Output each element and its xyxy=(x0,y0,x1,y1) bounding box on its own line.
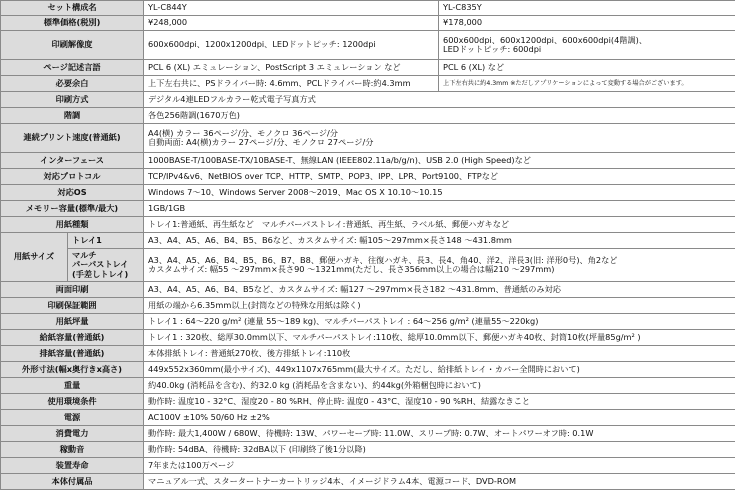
row-label: 対応プロトコル xyxy=(1,169,144,185)
row-label: メモリー容量(標準/最大) xyxy=(1,201,144,217)
table-row xyxy=(1,108,735,124)
row-value: 動作時: 最大1,400W / 680W、待機時: 13W、パワーセーブ時: 11.0W、スリープ時: 0.7W、オートパワーオフ時: 0.1W xyxy=(144,426,735,442)
table-row xyxy=(1,330,735,346)
row-label: 両面印刷 xyxy=(1,282,144,298)
cell-line: 600x600dpi、600x1200dpi、600x600dpi(4階調)、 xyxy=(443,36,731,45)
table-row xyxy=(1,153,735,169)
row-label: 重量 xyxy=(1,378,144,394)
row-label: 排紙容量(普通紙) xyxy=(1,346,144,362)
row-value: トレイ1 : 320枚、総厚30.0mm以下、マルチパーパストレイ:110枚、総厚10.0mm以下、郵便ハガキ40枚、封筒10枚(坪量85g/m² ) xyxy=(144,330,735,346)
row-value: トレイ1 : 64〜220 g/m² (連量 55〜189 kg)、マルチパーパストレイ : 64〜256 g/m² (連量55〜220kg) xyxy=(144,314,735,330)
row-value: 449x552x360mm(最小サイズ)、449x1107x765mm(最大サイズ。ただし、給排紙トレイ・カバー全開時において) xyxy=(144,362,735,378)
tray1-label: トレイ1 xyxy=(68,233,144,249)
model-a-resolution: 600x600dpi、1200x1200dpi、LEDドットピッチ: 1200dpi xyxy=(144,31,439,60)
model-b-price: ¥178,000 xyxy=(439,16,735,31)
table-row xyxy=(1,124,735,153)
model-b-name: YL-C835Y xyxy=(439,1,735,16)
table-row xyxy=(1,346,735,362)
row-label: 本体付属品 xyxy=(1,474,144,490)
row-value: 本体排紙トレイ: 普通紙270枚、後方排紙トレイ:110枚 xyxy=(144,346,735,362)
model-b-pdl: PCL 6 (XL) など xyxy=(439,60,735,76)
row-label: セット構成名 xyxy=(1,1,144,16)
cell-line: カスタムサイズ: 幅55 〜297mm×長さ90 〜1321mm(ただし、長さ356mm以上の場合は幅210 〜297mm) xyxy=(148,265,731,274)
row-value: トレイ1:普通紙、再生紙など マルチパーパストレイ:普通紙、再生紙、ラベル紙、郵便ハガキなど xyxy=(144,217,735,233)
row-value: 動作時: 温度10 - 32°C、湿度20 - 80 %RH、停止時: 温度0 - 43°C、湿度10 - 90 %RH、結露なきこと xyxy=(144,394,735,410)
table-row xyxy=(1,60,735,76)
row-label: 階調 xyxy=(1,108,144,124)
cell-line: A4(横) カラー 36ページ/分、モノクロ 36ページ/分 xyxy=(148,129,731,138)
row-label: 使用環境条件 xyxy=(1,394,144,410)
row-label: 用紙坪量 xyxy=(1,314,144,330)
multi-tray-label xyxy=(68,249,144,282)
row-label: 標準価格(税別) xyxy=(1,16,144,31)
table-row xyxy=(1,474,735,490)
row-label: 印刷方式 xyxy=(1,92,144,108)
model-b-resolution xyxy=(439,31,735,60)
cell-line: (手差しトレイ) xyxy=(72,270,139,279)
row-value: 1GB/1GB xyxy=(144,201,735,217)
table-row xyxy=(1,1,735,16)
tray1-value: A3、A4、A5、A6、B4、B5、B6など、カスタムサイズ: 幅105〜297mm×長さ148 〜431.8mm xyxy=(144,233,735,249)
row-label: 用紙種類 xyxy=(1,217,144,233)
table-row xyxy=(1,426,735,442)
table-row xyxy=(1,92,735,108)
cell-line: パーパストレイ xyxy=(72,260,139,269)
table-row xyxy=(1,249,735,282)
table-row xyxy=(1,314,735,330)
row-label: 外形寸法(幅x奥行きx高さ) xyxy=(1,362,144,378)
row-value xyxy=(144,124,735,153)
row-label: 連続プリント速度(普通紙) xyxy=(1,124,144,153)
row-label: 稼動音 xyxy=(1,442,144,458)
row-value: 動作時: 54dBA、待機時: 32dBA以下 (印刷終了後1分以降) xyxy=(144,442,735,458)
table-row xyxy=(1,362,735,378)
table-row xyxy=(1,185,735,201)
table-row xyxy=(1,442,735,458)
row-value: Windows 7〜10、Windows Server 2008〜2019、Mac OS X 10.10〜10.15 xyxy=(144,185,735,201)
row-label: ページ記述言語 xyxy=(1,60,144,76)
table-row xyxy=(1,282,735,298)
row-value: デジタル4連LEDフルカラー乾式電子写真方式 xyxy=(144,92,735,108)
table-row xyxy=(1,201,735,217)
cell-line: A3、A4、A5、A6、B4、B5、B6、B7、B8、郵便ハガキ、往復ハガキ、長3、長4、角40、洋2、洋長3(旧: 洋形0号)、角2など xyxy=(148,256,731,265)
table-row xyxy=(1,217,735,233)
row-value: 7年または100万ページ xyxy=(144,458,735,474)
row-label: 必要余白 xyxy=(1,76,144,92)
paper-size-label: 用紙サイズ xyxy=(1,233,68,282)
table-row xyxy=(1,410,735,426)
model-a-name: YL-C844Y xyxy=(144,1,439,16)
table-row xyxy=(1,31,735,60)
table-row xyxy=(1,378,735,394)
table-row xyxy=(1,76,735,92)
cell-line: LEDドットピッチ: 600dpi xyxy=(443,45,731,54)
row-label: インターフェース xyxy=(1,153,144,169)
row-label: 装置寿命 xyxy=(1,458,144,474)
row-value: 約40.0kg (消耗品を含む)、約32.0 kg (消耗品を含まない)、約44kg(外箱梱包時において) xyxy=(144,378,735,394)
row-label: 対応OS xyxy=(1,185,144,201)
model-b-margin: 上下左右共に約4.3mm ※ただしアプリケーションによって変動する場合がございます。 xyxy=(439,76,735,92)
table-row xyxy=(1,169,735,185)
table-row xyxy=(1,233,735,249)
row-label: 印刷解像度 xyxy=(1,31,144,60)
model-a-price: ¥248,000 xyxy=(144,16,439,31)
row-label: 消費電力 xyxy=(1,426,144,442)
table-row xyxy=(1,458,735,474)
row-value: マニュアル一式、スタータートナーカートリッジ4本、イメージドラム4本、電源コード、DVD-ROM xyxy=(144,474,735,490)
model-a-margin: 上下左右共に、PSドライバー時: 4.6mm、PCLドライバー時:約4.3mm xyxy=(144,76,439,92)
table-row xyxy=(1,298,735,314)
row-value: TCP/IPv4&v6、NetBIOS over TCP、HTTP、SMTP、POP3、IPP、LPR、Port9100、FTPなど xyxy=(144,169,735,185)
row-label: 印刷保証範囲 xyxy=(1,298,144,314)
row-label: 給紙容量(普通紙) xyxy=(1,330,144,346)
row-value: 用紙の端から6.35mm以上(封筒などの特殊な用紙は除く) xyxy=(144,298,735,314)
model-a-pdl: PCL 6 (XL) エミュレーション、PostScript 3 エミュレーション など xyxy=(144,60,439,76)
row-label: 電源 xyxy=(1,410,144,426)
row-value: AC100V ±10% 50/60 Hz ±2% xyxy=(144,410,735,426)
row-value: A3、A4、A5、A6、B4、B5など、カスタムサイズ: 幅127 〜297mm×長さ182 〜431.8mm、普通紙のみ対応 xyxy=(144,282,735,298)
table-row xyxy=(1,394,735,410)
cell-line: 自動両面: A4(横)カラー 27ページ/分、モノクロ 27ページ/分 xyxy=(148,138,731,147)
multi-tray-value xyxy=(144,249,735,282)
row-value: 1000BASE-T/100BASE-TX/10BASE-T、無線LAN (IEEE802.11a/b/g/n)、USB 2.0 (High Speed)など xyxy=(144,153,735,169)
table-row xyxy=(1,16,735,31)
cell-line: マルチ xyxy=(72,251,139,260)
row-value: 各色256階調(1670万色) xyxy=(144,108,735,124)
